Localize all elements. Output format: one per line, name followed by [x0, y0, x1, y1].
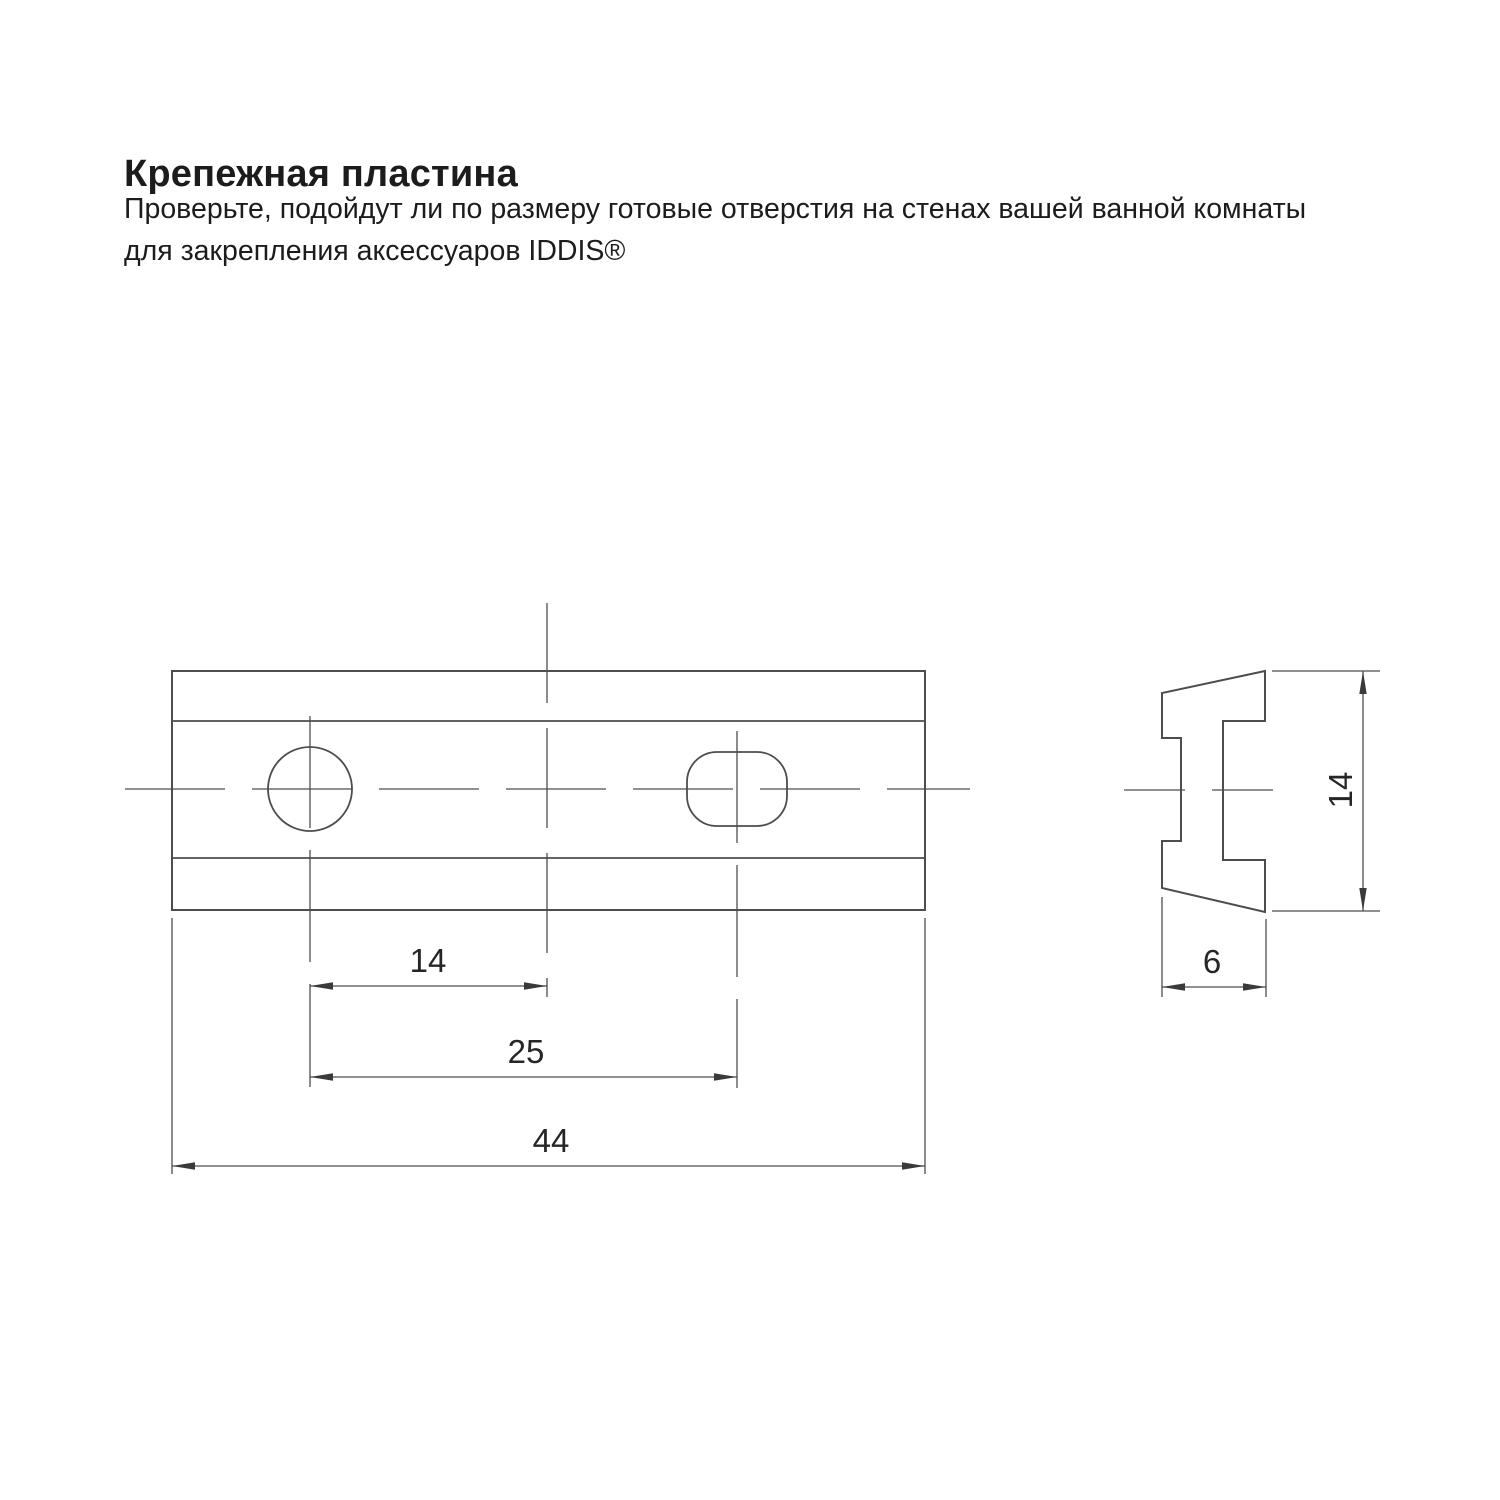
front-view: [125, 603, 970, 1174]
dim-label-hole-spacing: 25: [507, 1033, 545, 1070]
side-view: [1124, 671, 1380, 997]
page-description-line2: для закрепления аксессуаров IDDIS®: [124, 235, 626, 267]
dim-label-plate-depth: 6: [1202, 943, 1222, 980]
dim-label-plate-height: 14: [1322, 771, 1359, 809]
page-description-line1: Проверьте, подойдут ли по размеру готовые отверстия на стенах вашей ванной комнаты: [124, 193, 1307, 225]
dim-label-hole-to-center: 14: [409, 942, 447, 979]
side-profile-outline: [1162, 671, 1265, 912]
page-title: Крепежная пластина: [124, 153, 518, 196]
plate-outline: [172, 671, 925, 910]
dim-label-plate-length: 44: [532, 1122, 570, 1159]
